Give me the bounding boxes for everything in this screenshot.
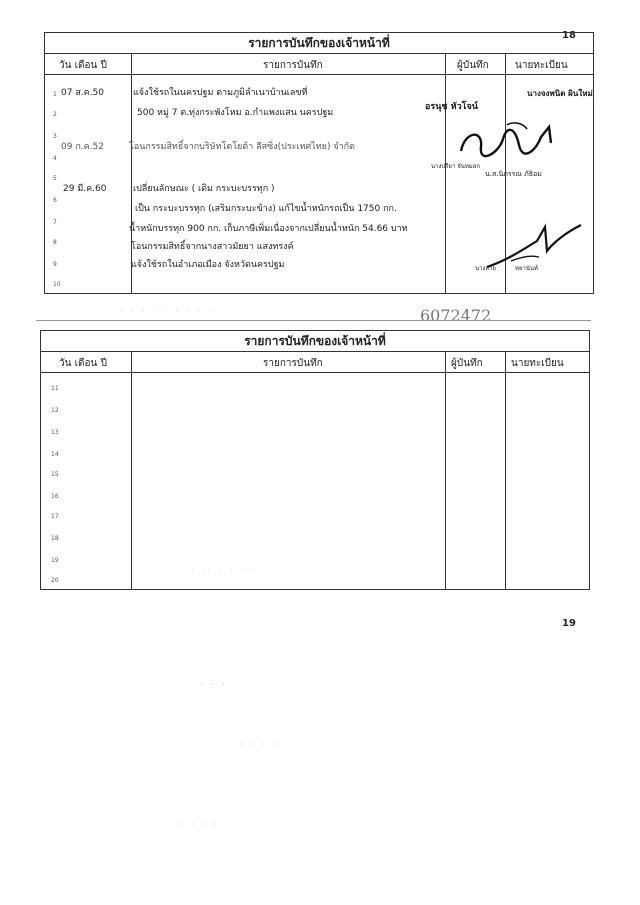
entry-line: แจ้งใช้รถในนครปฐม ตามภูมิลำเนาบ้านเลขที่ [133, 88, 308, 98]
table-title-top: รายการบันทึกของเจ้าหน้าที่ [248, 36, 390, 50]
header-date: วัน เดือน ปี [59, 60, 107, 71]
row-number: 5 [53, 175, 57, 182]
row-number: 4 [53, 155, 57, 162]
row-number: 17 [51, 513, 59, 520]
row-number: 10 [53, 281, 61, 288]
column-divider [445, 351, 446, 589]
entry-line: โอนกรรมสิทธิ์จากนางสาวมัยยา แสงทรงค์ [131, 242, 294, 252]
scan-noise: · · · · [180, 820, 219, 829]
record-table-top [44, 32, 594, 294]
table-header-top [45, 53, 593, 75]
column-divider [505, 351, 506, 589]
header-recorder: ผู้บันทึก [457, 60, 489, 71]
row-number: 18 [51, 535, 59, 542]
row-number: 9 [53, 261, 57, 268]
row-number: 14 [51, 451, 59, 458]
scan-noise: · · · · · · · · · [120, 306, 215, 315]
entry-line: โอนกรรมสิทธิ์จากบริษัทโตโยต้า ลีสซิ่ง(ประเทศไทย) จำกัด [129, 142, 355, 152]
row-number: 1 [53, 91, 57, 98]
row-number: 13 [51, 429, 59, 436]
page-number-top: 18 [562, 30, 576, 41]
recorder-signature: นางปรียา จันทมอก [431, 163, 480, 170]
row-number: 8 [53, 239, 57, 246]
scan-noise: · · · · [240, 740, 279, 749]
recorder-signature: อรนุช หัวโจน์ [425, 102, 478, 112]
row-number: 11 [51, 385, 59, 392]
row-number: 7 [53, 219, 57, 226]
row-number: 15 [51, 471, 59, 478]
page-number-bottom: 19 [562, 618, 576, 629]
header-registrar: นายทะเบียน [511, 358, 564, 369]
row-number: 12 [51, 407, 59, 414]
header-items: รายการบันทึก [263, 358, 323, 369]
entry-line: 500 หมู่ 7 ต.ทุ่งกระพังโหม อ.กำแพงแสน นครปฐม [137, 108, 334, 118]
stamp-number: 6072472 [420, 306, 492, 325]
header-date: วัน เดือน ปี [59, 358, 107, 369]
entry-line: เปลี่ยนลักษณะ ( เดิม กระบะบรรทุก ) [133, 184, 275, 194]
header-registrar: นายทะเบียน [515, 60, 568, 71]
registrar-signature: น.ส.นิภรรณ ภัธิอม [485, 170, 542, 178]
row-number: 2 [53, 111, 57, 118]
scan-noise: · ·· · · · · [191, 567, 258, 576]
row-number: 6 [53, 197, 57, 204]
registrar-signature: ทยานันท์ [515, 265, 538, 272]
table-title-bottom: รายการบันทึกของเจ้าหน้าที่ [244, 334, 386, 348]
column-divider [445, 53, 446, 293]
entry-line: เป็น กระบะบรรทุก (เสริมกระบะข้าง) แก้ไขน้ำหนักรถเป็น 1750 กก. [135, 204, 397, 214]
column-divider [131, 351, 132, 589]
row-number: 3 [53, 133, 57, 140]
signature-scribble [453, 117, 573, 159]
scan-noise: · · · [200, 680, 228, 689]
row-number: 20 [51, 577, 59, 584]
row-number: 19 [51, 557, 59, 564]
record-table-bottom [40, 330, 590, 590]
entry-line: น้ำหนักบรรทุก 900 กก. เก็บภาษีเพิ่มเนื่องจากเปลี่ยนน้ำหนัก 54.66 บาท [129, 224, 408, 234]
entry-date: 09 ก.ค.52 [61, 142, 104, 152]
registrar-signature: นางจงพนิต ผินใหม่ [527, 88, 593, 98]
header-items: รายการบันทึก [263, 60, 323, 71]
table-header-bottom [41, 351, 589, 373]
recorder-signature: นางสาย [475, 265, 496, 272]
page-cut-line [36, 320, 591, 321]
entry-line: แจ้งใช้รถในอำเภอเมือง จังหวัดนครปฐม [131, 260, 285, 270]
row-number: 16 [51, 493, 59, 500]
entry-date: 07 ส.ค.50 [61, 88, 105, 98]
entry-date: 29 มี.ค.60 [63, 184, 107, 194]
header-recorder: ผู้บันทึก [451, 358, 483, 369]
